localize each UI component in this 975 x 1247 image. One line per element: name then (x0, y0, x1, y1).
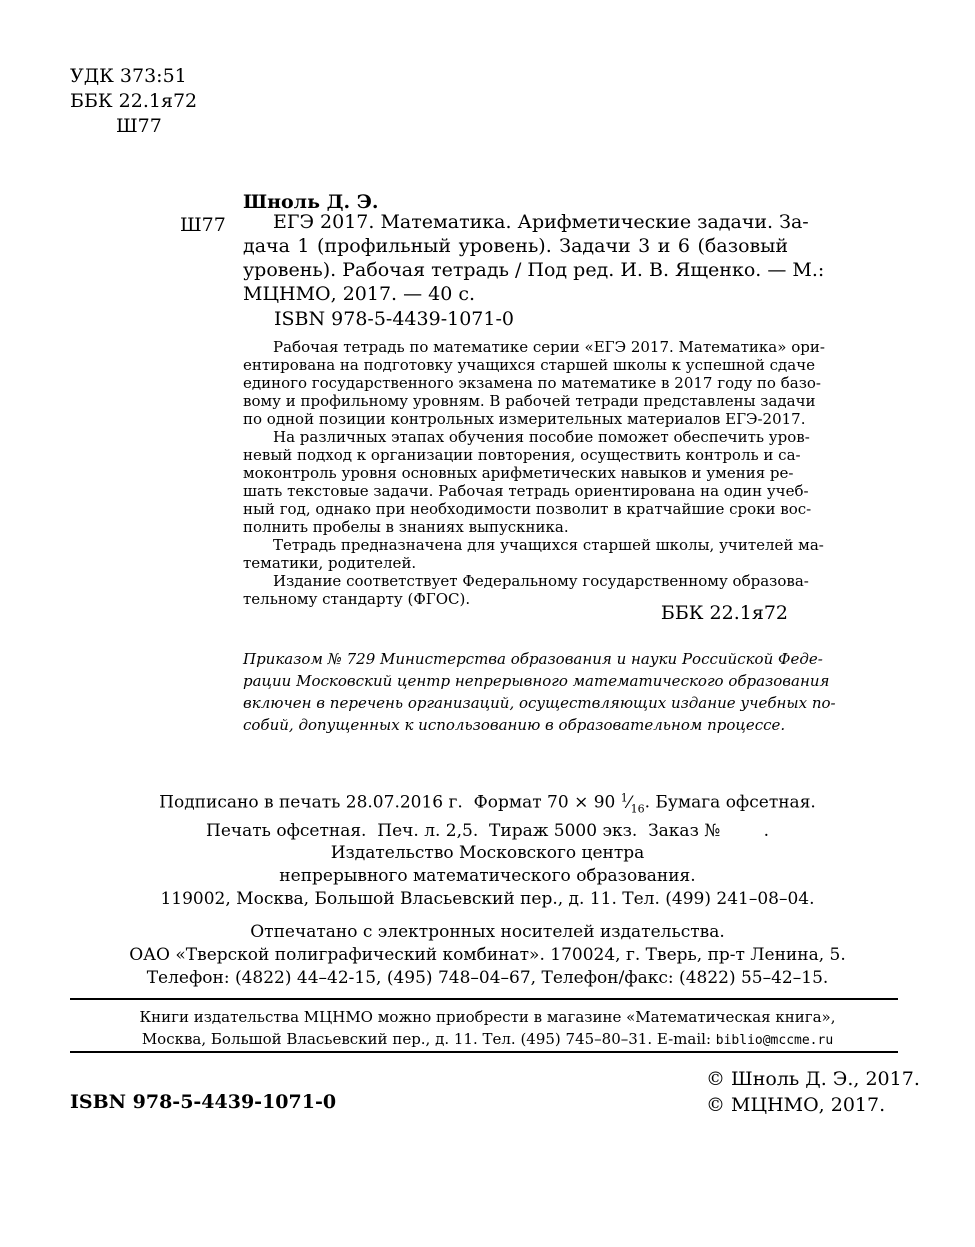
annotation-line: моконтроль уровня основных арифметических навыков и умения ре- (243, 464, 794, 482)
annotation-line: тельному стандарту (ФГОС). (243, 590, 471, 608)
order-line: рации Московский центр непрерывного математического образования (243, 672, 830, 690)
annotation-line: Тетрадь предназначена для учащихся старшей школы, учителей ма- (273, 536, 824, 554)
classification-codes (70, 64, 197, 139)
publisher-line: Издательство Московского центра (330, 843, 645, 863)
order-line: включен в перечень организаций, осуществляющих издание учебных по- (243, 694, 836, 712)
annotation-line: невый подход к организации повторения, осуществить контроль и са- (243, 446, 801, 464)
copyright-author: © Шноль Д. Э., 2017. (706, 1068, 920, 1090)
bottom-divider (70, 1051, 898, 1053)
bibliographic-record (243, 210, 825, 306)
annotation-line: Рабочая тетрадь по математике серии «ЕГЭ 2017. Математика» ори- (273, 338, 825, 356)
printer-line: Отпечатано с электронных носителей издательства. (250, 922, 725, 942)
printer-line: ОАО «Тверской полиграфический комбинат». 170024, г. Тверь, пр-т Ленина, 5. (129, 945, 846, 965)
annotation-line: Издание соответствует Федеральному государственному образова- (273, 572, 809, 590)
udk-code: УДК 373:51 (70, 65, 187, 87)
author-name: Шноль Д. Э. (243, 191, 379, 213)
cutter-mark: Ш77 (180, 214, 226, 236)
order-line: собий, допущенных к использованию в образовательном процессе. (243, 716, 786, 734)
shop-line-1: Книги издательства МЦНМО можно приобрести в магазине «Математическая книга», (139, 1008, 836, 1026)
order-line: Приказом № 729 Министерства образования и науки Российской Феде- (243, 650, 823, 668)
bib-line: ЕГЭ 2017. Математика. Арифметические задачи. За- (273, 211, 809, 233)
copyright-publisher: © МЦНМО, 2017. (706, 1094, 886, 1116)
bib-line: дача 1 (профильный уровень). Задачи 3 и 6 (базовый (243, 235, 788, 257)
publisher-line: непрерывного математического образования. (279, 866, 696, 886)
annotation-line: шать текстовые задачи. Рабочая тетрадь ориентирована на один учеб- (243, 482, 809, 500)
imprint (0, 786, 975, 843)
printer-line: Телефон: (4822) 44–42-15, (495) 748–04–67, Телефон/факс: (4822) 55–42–15. (146, 968, 829, 988)
bbk-code: ББК 22.1я72 (70, 90, 198, 112)
ministry-order (243, 648, 836, 736)
cutter-code: Ш77 (116, 115, 162, 137)
isbn-main: ISBN 978-5-4439-1071-0 (274, 308, 514, 330)
annotation-line: полнить пробелы в знаниях выпускника. (243, 518, 569, 536)
annotation-line: тематики, родителей. (243, 554, 417, 572)
publisher-line: 119002, Москва, Большой Власьевский пер., д. 11. Тел. (499) 241–08–04. (160, 889, 815, 909)
shop-info (0, 1006, 975, 1052)
annotation-line: по одной позиции контрольных измерительных материалов ЕГЭ-2017. (243, 410, 806, 428)
annotation-line: На различных этапах обучения пособие поможет обеспечить уров- (273, 428, 810, 446)
annotation-line: вому и профильному уровням. В рабочей тетради представлены задачи (243, 392, 816, 410)
shop-email-link[interactable]: biblio@mccme.ru (715, 1033, 834, 1048)
annotation-line: единого государственного экзамена по математике в 2017 году по базо- (243, 374, 821, 392)
imprint-line-2: Печать офсетная. Печ. л. 2,5. Тираж 5000 экз. Заказ № . (206, 821, 769, 842)
annotation-line: ный год, однако при необходимости позволит в кратчайшие сроки вос- (243, 500, 812, 518)
copyright-block (706, 1066, 920, 1118)
shop-line-2: Москва, Большой Власьевский пер., д. 11. Тел. (495) 745–80–31. E-mail: biblio@mccme.ru (141, 1030, 834, 1048)
bbk-code-right: ББК 22.1я72 (660, 602, 788, 624)
annotation-line: ентирована на подготовку учащихся старшей школы к успешной сдаче (243, 356, 815, 374)
bib-line: уровень). Рабочая тетрадь / Под ред. И. В. Ященко. — М.: (243, 259, 825, 281)
top-divider (70, 998, 898, 1000)
publisher-info (0, 842, 975, 911)
format-fraction: $^1⁄_{16}$ (620, 791, 645, 816)
imprint-line-1: Подписано в печать 28.07.2016 г. Формат 70 × 90 $^1⁄_{16}$. Бумага офсетная. (159, 791, 816, 816)
annotation (243, 338, 825, 608)
printer-info (0, 921, 975, 990)
bib-line: МЦНМО, 2017. — 40 с. (243, 283, 476, 305)
isbn-footer: ISBN 978-5-4439-1071-0 (70, 1091, 337, 1113)
